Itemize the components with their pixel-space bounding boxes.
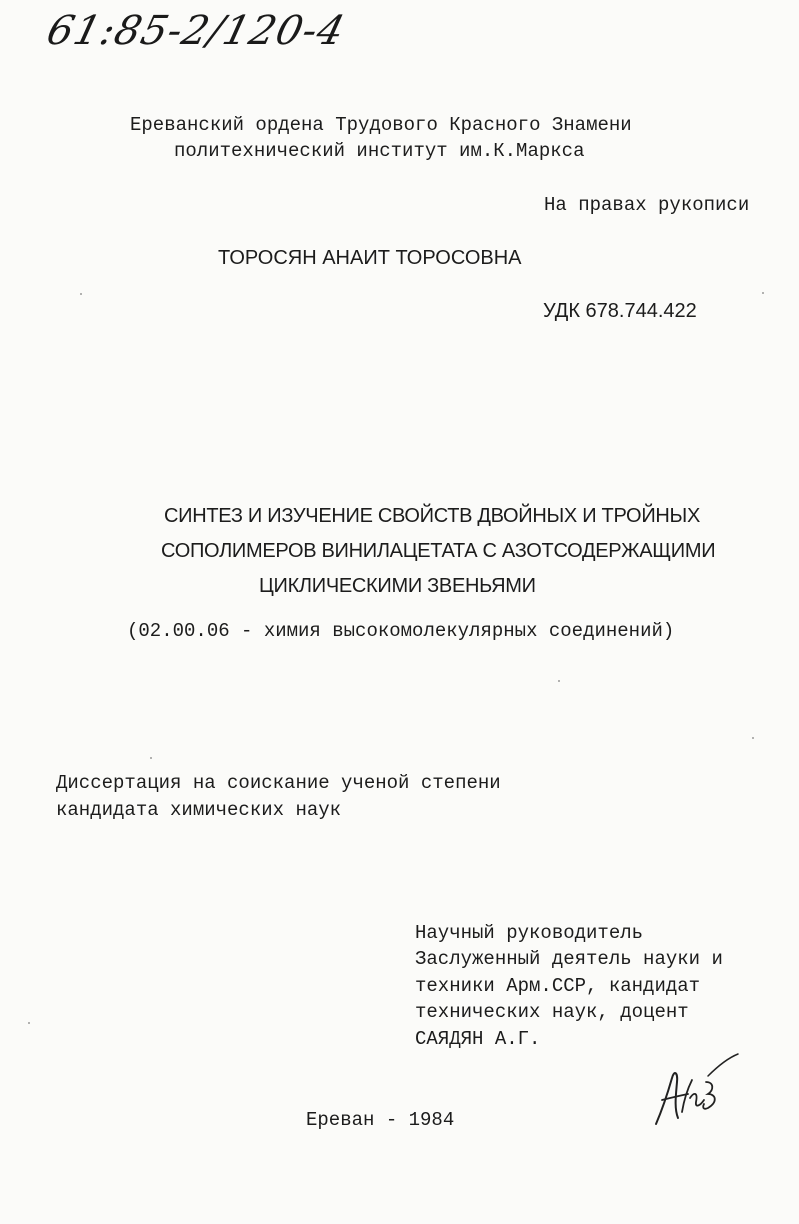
institution-line-1: Ереванский ордена Трудового Красного Знамени <box>130 114 632 136</box>
specialty-code: (02.00.06 - химия высокомолекулярных соединений) <box>127 620 675 642</box>
author-name: ТОРОСЯН АНАИТ ТОРОСОВНА <box>218 247 522 269</box>
dissertation-line-2: кандидата химических наук <box>56 799 342 821</box>
title-line-2: СОПОЛИМЕРОВ ВИНИЛАЦЕТАТА С АЗОТСОДЕРЖАЩИМИ <box>161 540 716 562</box>
supervisor-line-4: технических наук, доцент <box>415 1001 689 1023</box>
scan-speck <box>28 1022 30 1024</box>
archive-code-handwritten: 61:85-2/120-4 <box>42 8 350 54</box>
signature <box>648 1052 743 1132</box>
scan-speck <box>80 293 82 295</box>
scan-speck <box>558 680 560 682</box>
scan-speck <box>762 292 764 294</box>
institution-line-2: политехнический институт им.К.Маркса <box>174 140 585 162</box>
manuscript-rights-note: На правах рукописи <box>544 194 750 216</box>
udc-code: УДК 678.744.422 <box>543 300 697 322</box>
title-line-1: СИНТЕЗ И ИЗУЧЕНИЕ СВОЙСТВ ДВОЙНЫХ И ТРОЙНЫХ <box>164 505 700 527</box>
dissertation-line-1: Диссертация на соискание ученой степени <box>56 772 501 794</box>
place-year: Ереван - 1984 <box>306 1109 455 1131</box>
supervisor-line-1: Научный руководитель <box>415 922 644 944</box>
supervisor-line-2: Заслуженный деятель науки и <box>415 948 723 970</box>
supervisor-line-3: техники Арм.ССР, кандидат <box>415 975 701 997</box>
supervisor-line-5: САЯДЯН А.Г. <box>415 1028 541 1050</box>
scan-speck <box>150 757 152 759</box>
title-line-3: ЦИКЛИЧЕСКИМИ ЗВЕНЬЯМИ <box>259 575 536 597</box>
scan-speck <box>752 737 754 739</box>
